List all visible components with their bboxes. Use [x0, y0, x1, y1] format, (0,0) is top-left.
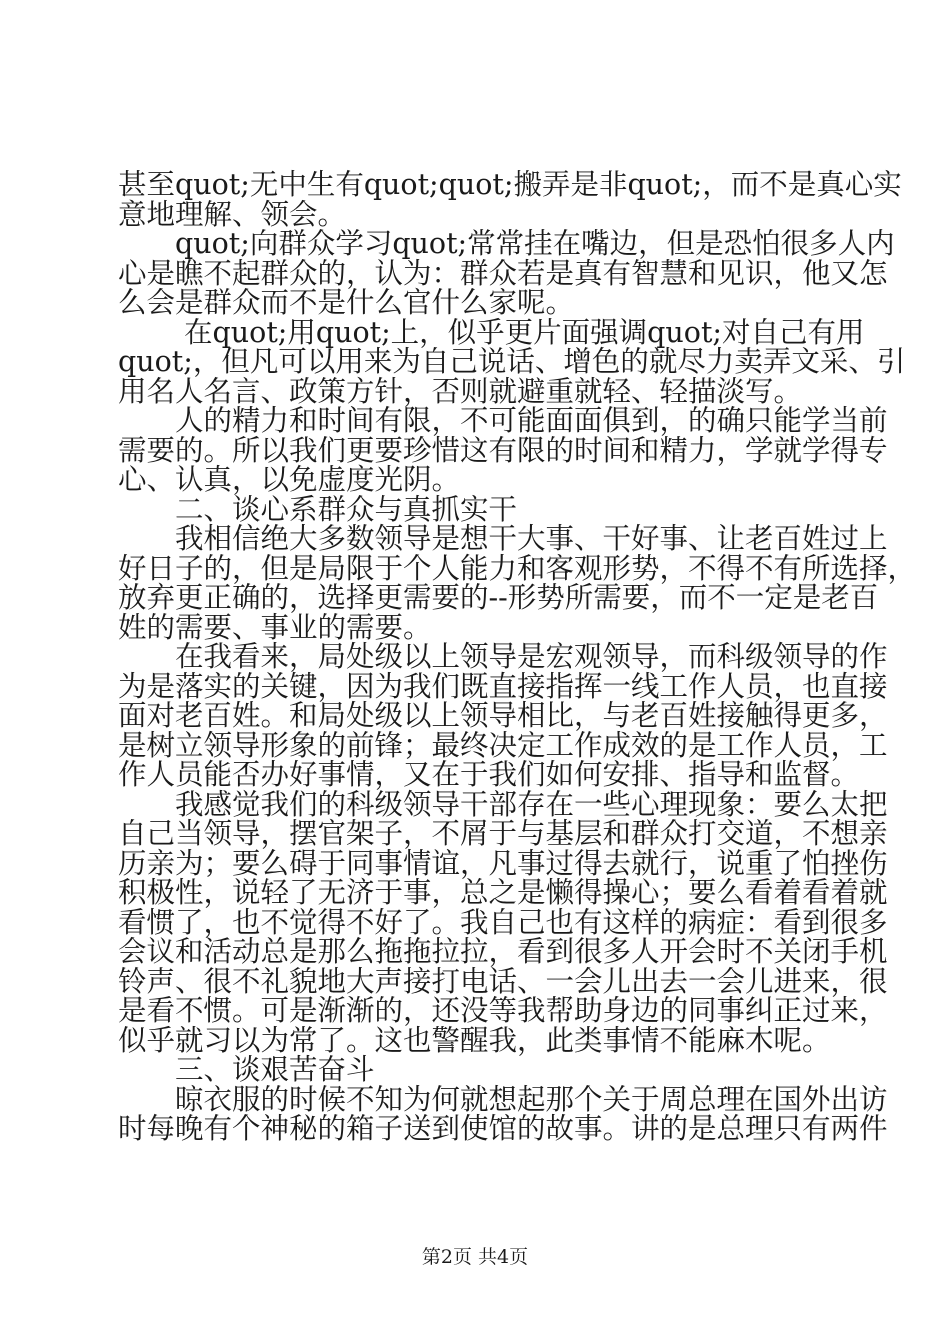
text-line: 为是落实的关键，因为我们既直接指挥一线工作人员，也直接 — [118, 669, 888, 703]
text-line: 面对老百姓。和局处级以上领导相比，与老百姓接触得更多， — [118, 699, 888, 732]
text-line: 心、认真，以免虚度光阴。 — [118, 463, 461, 496]
text-line: 铃声、很不礼貌地大声接打电话、一会儿出去一会儿进来，很 — [118, 964, 888, 998]
text-line: 需要的。所以我们更要珍惜这有限的时间和精力，学就学得专 — [118, 433, 888, 467]
section-heading: 二、谈心系群众与真抓实干 — [118, 492, 518, 526]
text-line: quot;，但凡可以用来为自己说话、增色的就尽力卖弄文采、引 — [118, 345, 906, 378]
text-line: 甚至quot;无中生有quot;quot;搬弄是非quot;，而不是真心实 — [118, 168, 902, 201]
text-line: 自己当领导，摆官架子，不屑于与基层和群众打交道，不想亲 — [118, 817, 888, 850]
text-line: 时每晚有个神秘的箱子送到使馆的故事。讲的是总理只有两件 — [118, 1112, 888, 1145]
text-line: 用名人名言、政策方针，否则就避重就轻、轻描淡写。 — [118, 374, 803, 408]
text-line: 历亲为；要么碍于同事情谊，凡事过得去就行，说重了怕挫伤 — [118, 846, 888, 880]
text-line: 会议和活动总是那么拖拖拉拉，看到很多人开会时不关闭手机 — [118, 935, 888, 968]
text-line: 放弃更正确的，选择更需要的--形势所需要，而不一定是老百 — [118, 581, 879, 614]
text-line: quot;向群众学习quot;常常挂在嘴边，但是恐怕很多人内 — [118, 227, 895, 260]
text-line: 姓的需要、事业的需要。 — [118, 610, 432, 644]
text-line: 是树立领导形象的前锋；最终决定工作成效的是工作人员，工 — [118, 728, 888, 762]
text-line: 好日子的，但是局限于个人能力和客观形势，不得不有所选择， — [118, 551, 917, 585]
text-line: 晾衣服的时候不知为何就想起那个关于周总理在国外出访 — [118, 1082, 888, 1116]
text-line: 作人员能否办好事情，又在于我们如何安排、指导和监督。 — [118, 758, 860, 791]
text-line: 在我看来，局处级以上领导是宏观领导，而科级领导的作 — [118, 640, 888, 673]
text-line: 是看不惯。可是渐渐的，还没等我帮助身边的同事纠正过来， — [118, 994, 888, 1027]
text-line: 意地理解、领会。 — [118, 197, 347, 231]
page-number-footer: 第2页 共4页 — [421, 1246, 529, 1268]
document-body — [118, 168, 917, 1145]
text-line: 积极性，说轻了无济于事，总之是懒得操心；要么看着看着就 — [118, 876, 888, 909]
text-line: 在quot;用quot;上，似乎更片面强调quot;对自己有用 — [118, 315, 865, 349]
text-line: 心是瞧不起群众的，认为：群众若是真有智慧和见识，他又怎 — [118, 256, 888, 290]
text-line: 么会是群众而不是什么官什么家呢。 — [118, 286, 575, 319]
text-line: 看惯了，也不觉得不好了。我自己也有这样的病症：看到很多 — [118, 905, 888, 939]
text-line: 我相信绝大多数领导是想干大事、干好事、让老百姓过上 — [118, 522, 888, 555]
section-heading: 三、谈艰苦奋斗 — [118, 1053, 375, 1086]
text-line: 人的精力和时间有限，不可能面面俱到，的确只能学当前 — [118, 404, 888, 437]
text-line: 我感觉我们的科级领导干部存在一些心理现象：要么太把 — [118, 787, 888, 821]
text-line: 似乎就习以为常了。这也警醒我，此类事情不能麻木呢。 — [118, 1023, 831, 1057]
